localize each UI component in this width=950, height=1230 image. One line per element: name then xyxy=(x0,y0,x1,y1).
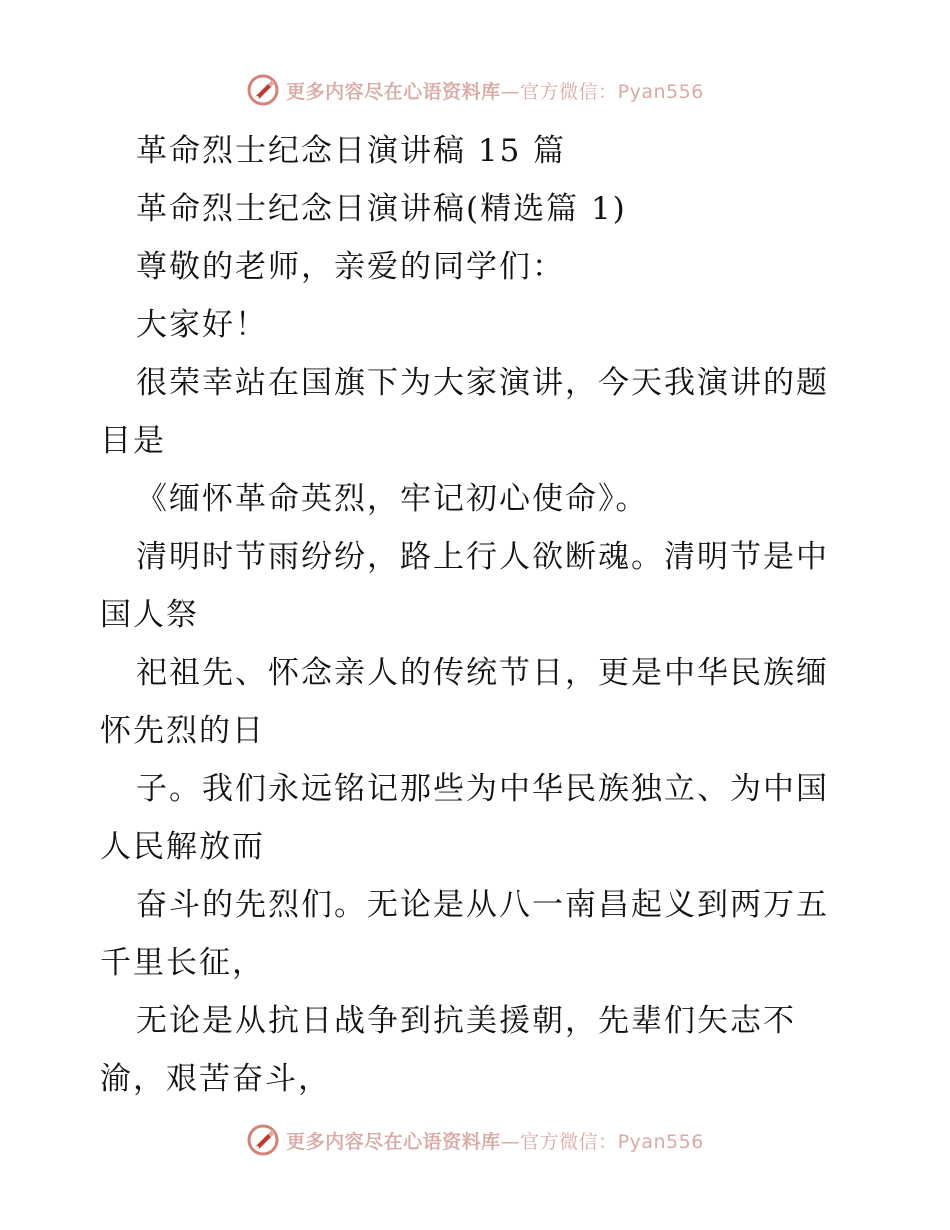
paragraph-line: 无论是从抗日战争到抗美援朝，先辈们矢志不 xyxy=(136,1003,796,1039)
document-hello: 大家好！ xyxy=(136,307,268,343)
logo-pen-icon xyxy=(246,1123,280,1157)
paragraph-line: 祀祖先、怀念亲人的传统节日，更是中华民族缅 xyxy=(136,655,829,691)
paragraph-line: 国人祭 xyxy=(100,597,199,633)
paragraph-line: 千里长征， xyxy=(100,945,265,981)
paragraph-line: 渝，艰苦奋斗， xyxy=(100,1061,331,1097)
paragraph-line: 子。我们永远铭记那些为中华民族独立、为中国 xyxy=(136,771,829,807)
footer-banner-suffix: —官方微信：Pyan556 xyxy=(500,1130,704,1153)
document-subtitle: 革命烈士纪念日演讲稿(精选篇 1) xyxy=(136,191,627,227)
footer-banner xyxy=(0,1120,950,1160)
header-banner-text xyxy=(286,77,704,104)
footer-banner-main: 更多内容尽在心语资料库 xyxy=(286,1130,501,1153)
header-banner xyxy=(0,70,950,110)
document-greeting: 尊敬的老师，亲爱的同学们： xyxy=(136,249,565,285)
logo-pen-icon xyxy=(246,73,280,107)
header-banner-main: 更多内容尽在心语资料库 xyxy=(286,80,501,103)
document-title: 革命烈士纪念日演讲稿 15 篇 xyxy=(136,133,567,169)
footer-banner-text xyxy=(286,1127,704,1154)
paragraph-line: 清明时节雨纷纷，路上行人欲断魂。清明节是中 xyxy=(136,539,829,575)
paragraph-line: 怀先烈的日 xyxy=(100,713,265,749)
paragraph-line: 目是 xyxy=(100,423,166,459)
paragraph-line: 《缅怀革命英烈，牢记初心使命》。 xyxy=(136,481,649,517)
document-body xyxy=(100,122,860,1108)
paragraph-line: 奋斗的先烈们。无论是从八一南昌起义到两万五 xyxy=(136,887,829,923)
header-banner-suffix: —官方微信：Pyan556 xyxy=(500,80,704,103)
paragraph-line: 很荣幸站在国旗下为大家演讲，今天我演讲的题 xyxy=(136,365,829,401)
paragraph-line: 人民解放而 xyxy=(100,829,265,865)
